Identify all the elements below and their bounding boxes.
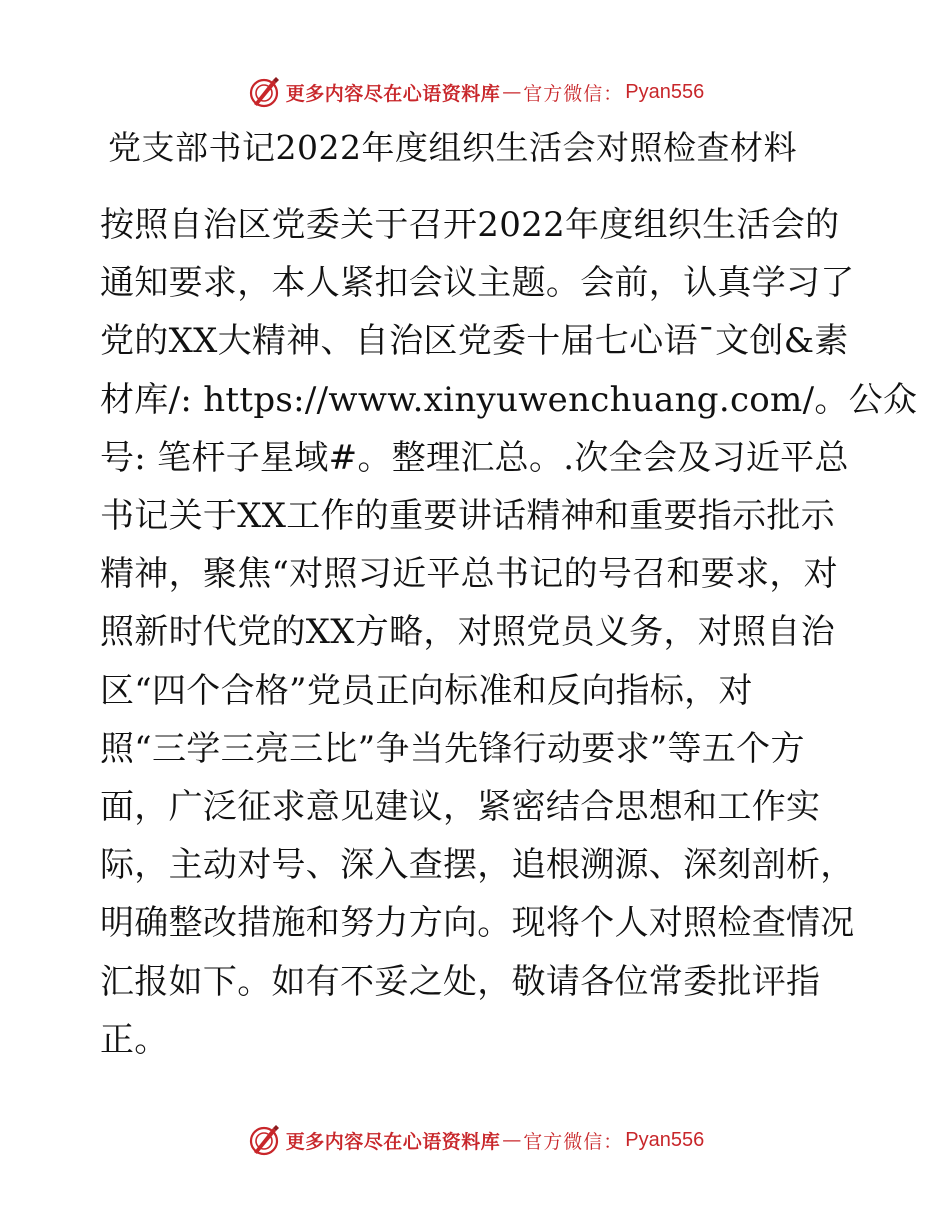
- body-line: 照新时代党的XX方略，对照党员义务，对照自治: [100, 612, 836, 653]
- body-line: 照“三学三亮三比”争当先锋行动要求”等五个方: [100, 728, 805, 769]
- body-line: 汇报如下。如有不妥之处，敬请各位常委批评指: [100, 961, 821, 1002]
- body-line: 材库/: https://www.xinyuwenchuang.com/。公众: [100, 379, 918, 420]
- body-line: 书记关于XX工作的重要讲话精神和重要指示批示: [100, 496, 836, 537]
- body-line: 正。: [100, 1019, 169, 1060]
- body-line: 按照自治区党委关于召开2022年度组织生活会的: [100, 205, 840, 245]
- banner-wechat-id: Pyan556: [625, 80, 705, 103]
- banner-brand-text: 更多内容尽在心语资料库: [285, 82, 501, 105]
- document-body: [100, 196, 918, 1069]
- footer-banner: [0, 1120, 950, 1160]
- body-line: 党的XX大精神、自治区党委十届七心语¯文创&素: [100, 321, 849, 362]
- brush-pen-logo-icon: [246, 74, 282, 110]
- body-line: 区“四个合格”党员正向标准和反向指标，对: [100, 670, 753, 711]
- banner-brand-text: 更多内容尽在心语资料库: [285, 1130, 501, 1153]
- header-banner: [0, 72, 950, 112]
- banner-wechat-id: Pyan556: [625, 1128, 705, 1151]
- document-title: 党支部书记2022年度组织生活会对照检查材料: [108, 128, 797, 167]
- brush-pen-logo-icon: [246, 1122, 282, 1158]
- banner-official-label: 官方微信：: [523, 82, 624, 105]
- body-line: 号: 笔杆子星域#。整理汇总。.次全会及习近平总: [100, 437, 849, 478]
- body-line: 明确整改措施和努力方向。现将个人对照检查情况: [100, 903, 855, 944]
- body-line: 精神，聚焦“对照习近平总书记的号召和要求，对: [100, 554, 838, 595]
- body-line: 通知要求，本人紧扣会议主题。会前，认真学习了: [100, 263, 855, 304]
- banner-separator: —: [502, 81, 522, 103]
- body-line: 际，主动对号、深入查摆，追根溯源、深刻剖析，: [100, 845, 855, 886]
- banner-official-label: 官方微信：: [523, 1130, 624, 1153]
- body-line: 面，广泛征求意见建议，紧密结合思想和工作实: [100, 787, 821, 828]
- banner-separator: —: [502, 1129, 522, 1151]
